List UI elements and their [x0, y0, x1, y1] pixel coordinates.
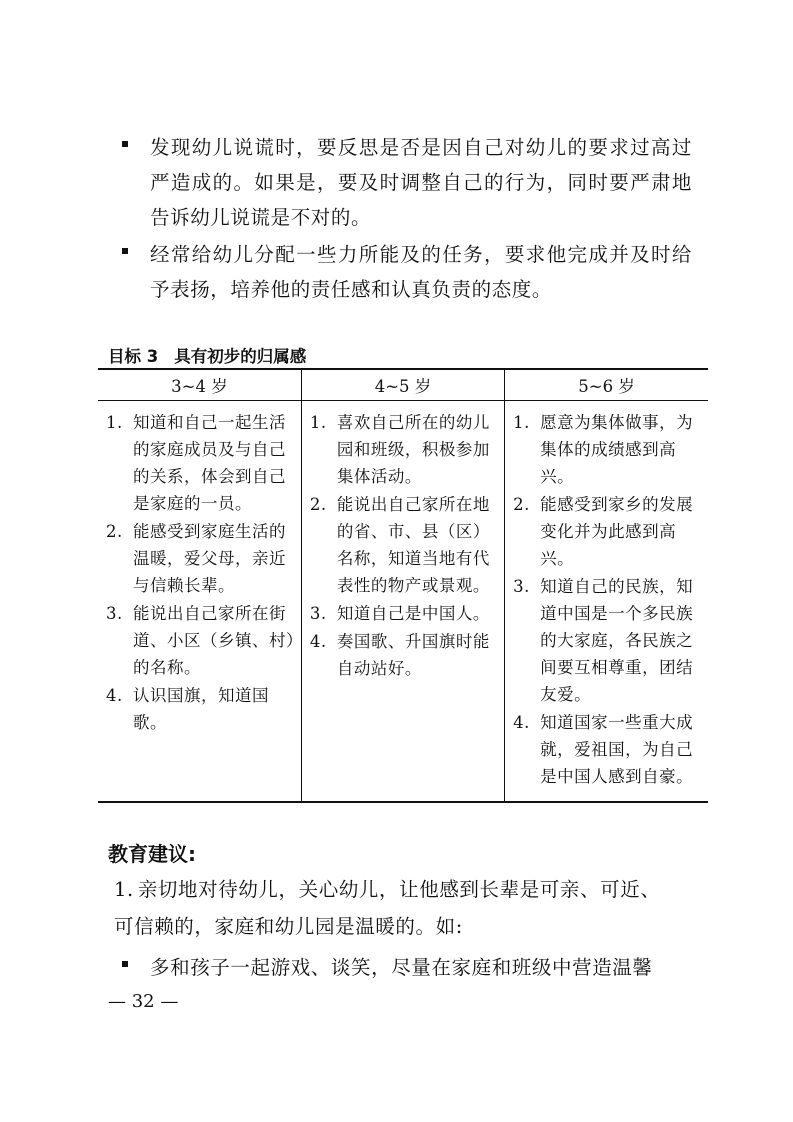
header-age-4-5: 4~5 岁	[301, 369, 504, 401]
bullet-text: 发现幼儿说谎时，要反思是否是因自己对幼儿的要求过高过严造成的。如果是，要及时调整自己的行为，同时要严肃地告诉幼儿说谎是不对的。	[150, 136, 692, 229]
bullet-text: 经常给幼儿分配一些力所能及的任务，要求他完成并及时给予表扬，培养他的责任感和认真负责的态度。	[150, 243, 692, 301]
table-header-row	[98, 369, 708, 401]
list-item	[513, 491, 702, 572]
item-number: 1.	[513, 413, 530, 432]
goal-heading	[108, 343, 306, 367]
item-text: 愿意为集体做事，为集体的成绩感到高兴。	[540, 413, 694, 486]
item-number: 3.	[513, 577, 530, 596]
bullet-text: 多和孩子一起游戏、谈笑，尽量在家庭和班级中营造温馨	[150, 956, 653, 979]
list-item	[106, 600, 295, 681]
header-age-5-6: 5~6 岁	[505, 369, 708, 401]
item-number: 3.	[309, 604, 327, 623]
item-number: 3.	[106, 604, 123, 623]
item-text: 能感受到家乡的发展变化并为此感到高兴。	[540, 495, 694, 568]
item-number: 1.	[106, 413, 123, 432]
advice-paragraph	[114, 871, 674, 945]
list-item	[310, 600, 498, 627]
item-text: 能说出自己家所在街道、小区（乡镇、村）的名称。	[133, 604, 295, 677]
list-item	[106, 409, 295, 517]
advice-text: 亲切地对待幼儿，关心幼儿，让他感到长辈是可亲、可近、可信赖的，家庭和幼儿园是温暖的。如:	[114, 878, 661, 938]
list-item	[310, 628, 498, 682]
item-number: 2.	[513, 495, 530, 514]
item-number: 1.	[309, 413, 327, 432]
goal-label: 目标 3	[108, 347, 159, 366]
list-item	[310, 409, 498, 490]
bullet-item-lying	[122, 130, 692, 235]
item-number: 4.	[513, 713, 530, 732]
square-bullet-icon	[122, 961, 128, 967]
table-row	[98, 401, 708, 803]
item-text: 能感受到家庭生活的温暖，爱父母，亲近与信赖长辈。	[133, 522, 286, 595]
page-number: — 32 —	[108, 991, 179, 1012]
list-item	[310, 491, 498, 599]
item-number: 4.	[106, 686, 123, 705]
square-bullet-icon	[122, 141, 128, 147]
goal-title: 具有初步的归属感	[174, 347, 307, 366]
list-item	[513, 709, 702, 790]
item-text: 认识国旗，知道国歌。	[133, 686, 269, 732]
square-bullet-icon	[122, 248, 128, 254]
item-number: 4.	[309, 632, 327, 651]
list-item	[106, 518, 295, 599]
list-item	[106, 682, 295, 736]
item-text: 奏国歌、升国旗时能自动站好。	[336, 632, 490, 678]
header-age-3-4: 3~4 岁	[98, 369, 301, 401]
item-text: 知道自己是中国人。	[336, 604, 490, 623]
item-number: 2.	[106, 522, 123, 541]
list-item	[513, 573, 702, 708]
item-text: 能说出自己家所在地的省、市、县（区）名称，知道当地有代表性的物产或景观。	[336, 495, 490, 595]
list-item	[513, 409, 702, 490]
bullet-item-tasks	[122, 237, 692, 307]
item-text: 知道国家一些重大成就，爱祖国，为自己是中国人感到自豪。	[540, 713, 694, 786]
column-age-4-5	[301, 401, 504, 803]
column-age-5-6	[505, 401, 708, 803]
advice-number: 1.	[114, 878, 134, 901]
item-text: 知道和自己一起生活的家庭成员及与自己的关系，体会到自己是家庭的一员。	[133, 413, 286, 513]
item-text: 喜欢自己所在的幼儿园和班级，积极参加集体活动。	[336, 413, 490, 486]
item-text: 知道自己的民族，知道中国是一个多民族的大家庭，各民族之间要互相尊重，团结友爱。	[540, 577, 694, 704]
item-number: 2.	[309, 495, 327, 514]
top-bullet-list	[122, 130, 692, 309]
goal-table	[98, 368, 708, 803]
advice-heading: 教育建议:	[108, 842, 196, 866]
column-age-3-4	[98, 401, 301, 803]
advice-bullet-item	[122, 950, 702, 987]
